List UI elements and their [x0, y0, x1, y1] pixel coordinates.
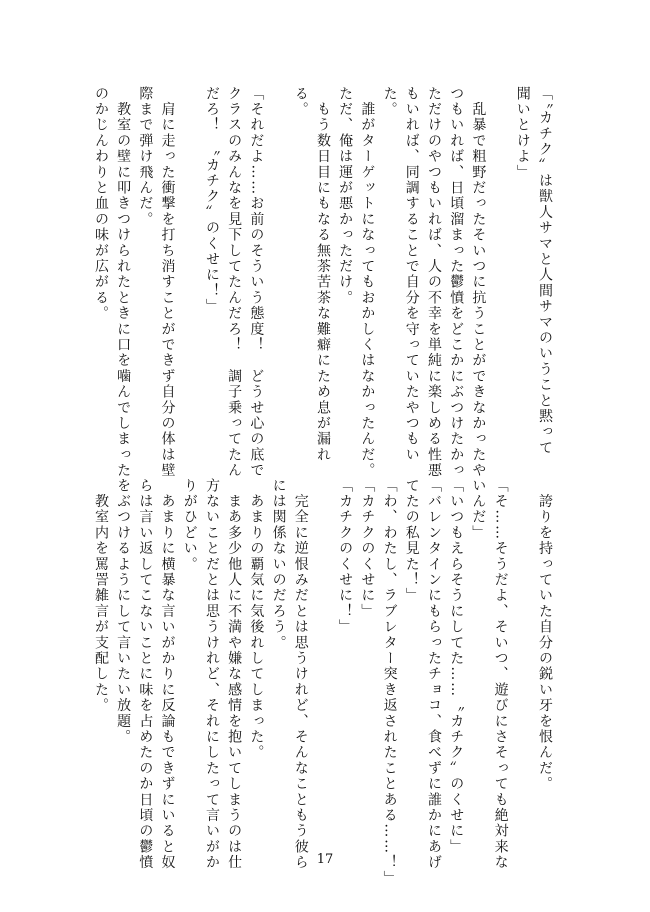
text-column: つもいれば、日頃溜まった鬱憤をどこかにぶつけたかっ	[448, 86, 465, 479]
text-column: る。	[292, 86, 309, 118]
text-column: ただ、俺は運が悪かっただけ。	[337, 86, 354, 306]
text-column: あまりに横暴な言いがかりに反論もできずにいると奴	[159, 478, 176, 871]
text-column: 「バレンタインにもらったチョコ、食べずに誰かにあげ	[425, 478, 442, 871]
text-column: 「わ、わたし、ラブレター突き返されたことある……！」	[381, 478, 398, 887]
text-column: 「いつもえらそうにしてた……〝カチク〟のくせに」	[448, 478, 465, 855]
text-column: いんだ」	[470, 478, 487, 541]
text-column: まあ多少他人に不満や嫌な感情を抱いてしまうのは仕	[226, 478, 243, 871]
text-column: てたの私見た！」	[403, 478, 420, 604]
text-column: クラスのみんなを見下してたんだろ！ 調子乗ってたん	[226, 86, 243, 479]
text-column	[489, 86, 511, 458]
text-column	[267, 86, 289, 458]
text-column: 際まで弾け飛んだ。	[137, 86, 154, 228]
text-column: らは言い返してこないことに味を占めたのか日頃の鬱憤	[137, 478, 154, 871]
upper-text-block	[86, 86, 556, 479]
text-column: 教室の壁に叩きつけられたときに口を噛んでしまった	[115, 86, 132, 479]
text-column: 肩に走った衝撃を打ち消すことができず自分の体は壁	[159, 86, 176, 479]
text-column: 「〝カチク〟は獣人サマと人間サマのいうこと黙って	[537, 86, 553, 456]
text-column: あまりの覇気に気後れしてしまった。	[248, 478, 265, 761]
text-column: りがひどい。	[181, 478, 198, 573]
text-column: た。	[381, 86, 398, 118]
text-column: 「カチクのくせに」	[359, 478, 376, 620]
text-column: 乱暴で粗野だったそいつに抗うことができなかったや	[470, 86, 487, 479]
page-number: 17	[316, 852, 334, 867]
text-column: 方ないことだとは思うけれど、それにしたって言いがか	[203, 478, 220, 871]
text-column	[312, 478, 334, 828]
text-column: のかじんわりと血の味が広がる。	[92, 86, 109, 322]
text-column	[512, 478, 534, 828]
text-column: 「それだよ……お前のそういう態度！ どうせ心の底で	[248, 86, 265, 479]
text-column: もいれば、同調することで自分を守っていたやつもい	[403, 86, 420, 463]
text-column: もう数日目にもなる無茶苦茶な難癖にため息が漏れ	[314, 86, 331, 463]
text-column	[179, 86, 201, 458]
text-column: 「カチクのくせに！」	[337, 478, 354, 635]
text-column: 「そ……そうだよ、そいつ、遊びにさそっても絶対来な	[492, 478, 509, 871]
text-column: 誰がターゲットになってもおかしくはなかったんだ。	[359, 86, 376, 479]
text-column: 聞いとけよ」	[514, 86, 531, 181]
text-column: には関係ないのだろう。	[270, 478, 287, 651]
text-column: をぶつけるようにして言いたい放題。	[115, 478, 132, 745]
text-column: 教室内を罵詈雑言が支配した。	[92, 478, 109, 714]
text-column: 誇りを持っていた自分の鋭い牙を恨んだ。	[537, 478, 553, 792]
text-column: ただけのやつもいれば、人の不幸を単純に楽しめる性悪	[425, 86, 442, 479]
text-column: 完全に逆恨みだとは思うけれど、そんなこともう彼ら	[292, 478, 309, 871]
text-column: だろ！ 〝カチク〟のくせに！」	[203, 86, 220, 315]
